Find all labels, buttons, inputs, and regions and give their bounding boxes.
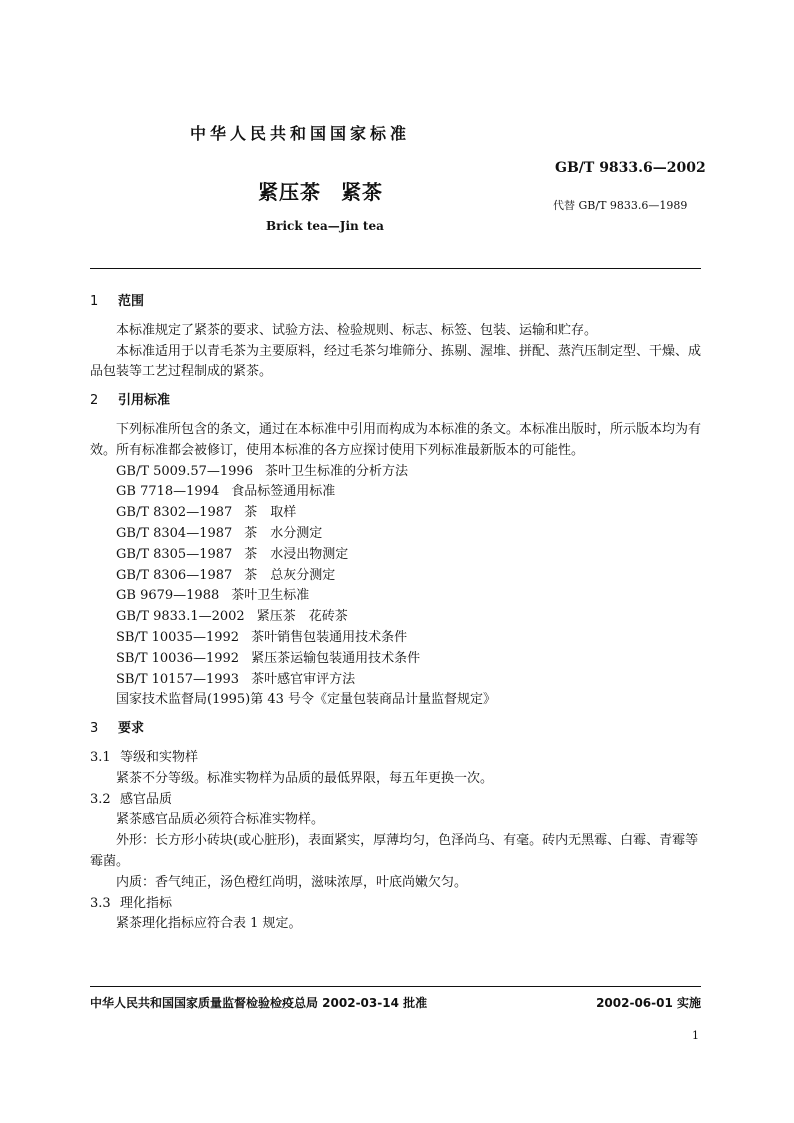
subsection-number: 3.3 [90,895,111,911]
reference-item [90,503,701,524]
reference-code: GB/T 8305—1987 [116,546,233,562]
reference-title: 茶 水浸出物测定 [244,546,349,562]
subsection-3-1-heading [90,748,701,769]
reference-title: 紧压茶 花砖茶 [256,609,348,625]
reference-code: GB/T 5009.57—1996 [116,463,253,479]
paragraph: 紧茶感官品质必须符合标准实物样。 [116,812,325,828]
reference-item [90,482,701,503]
reference-title: 茶 总灰分测定 [244,567,336,583]
reference-code: SB/T 10036—1992 [116,650,240,666]
paragraph: 外形：长方形小砖块(或心脏形)，表面紧实，厚薄均匀，色泽尚乌、有毫。砖内无黑霉、白霉、青霉等霉菌。 [90,833,699,869]
reference-item [90,586,701,607]
reference-code: GB 7718—1994 [116,484,220,500]
section-title: 要求 [118,721,145,737]
chinese-title [258,176,383,205]
reference-code: GB/T 8306—1987 [116,567,233,583]
replaces-note: 代替 GB/T 9833.6—1989 [553,199,688,212]
reference-item: 国家技术监督局(1995)第 43 号令《定量包装商品计量监督规定》 [116,692,497,708]
chinese-title-part1: 紧压茶 [258,180,321,204]
reference-item [90,649,701,670]
subsection-number: 3.1 [90,749,111,765]
reference-item [90,566,701,587]
subsection-title: 理化指标 [120,895,173,911]
reference-code: GB/T 8304—1987 [116,525,233,541]
standard-number-text: GB/T 9833.6—2002 [555,160,706,176]
reference-item [90,462,701,483]
reference-item [90,524,701,545]
paragraph: 本标准规定了紧茶的要求、试验方法、检验规则、标志、标签、包装、运输和贮存。 [116,322,598,338]
section-2-heading [90,391,701,412]
reference-title: 茶叶卫生标准的分析方法 [264,463,408,479]
reference-code: GB/T 9833.1—2002 [116,609,245,625]
paragraph: 紧茶不分等级。标准实物样为品质的最低界限，每五年更换一次。 [116,770,494,786]
document-body [90,292,701,935]
reference-item [90,628,701,649]
reference-item [90,607,701,628]
section-title: 范围 [118,294,145,309]
section-title: 引用标准 [118,393,171,409]
reference-code: SB/T 10035—1992 [116,629,240,645]
implementation-date: 2002-06-01 实施 [596,996,701,1010]
paragraph: 内质：香气纯正，汤色橙红尚明，滋味浓厚，叶底尚嫩欠匀。 [116,874,468,890]
reference-title: 紧压茶运输包装通用技术条件 [251,650,421,666]
section-number: 2 [90,393,99,409]
subsection-3-2-heading [90,790,701,811]
national-standard-header: 中华人民共和国国家标准 [190,124,411,143]
reference-title: 茶叶卫生标准 [231,588,310,604]
reference-item [90,670,701,691]
reference-list [90,462,701,712]
reference-code: SB/T 10157—1993 [116,671,240,687]
page-number: 1 [692,1029,699,1042]
english-title: Brick tea—Jin tea [266,219,384,233]
paragraph: 本标准适用于以青毛茶为主要原料，经过毛茶匀堆筛分、拣剔、渥堆、拼配、蒸汽压制定型、干燥、成品包装等工艺过程制成的紧茶。 [90,343,702,380]
reference-title: 食品标签通用标准 [231,484,336,500]
standard-number [555,160,706,176]
subsection-title: 等级和实物样 [120,749,199,765]
reference-item [90,545,701,566]
reference-title: 茶叶感官审评方法 [251,671,356,687]
reference-code: GB/T 8302—1987 [116,505,233,521]
section-1-heading [90,292,701,313]
section-3-heading [90,719,701,740]
chinese-title-part2: 紧茶 [341,180,383,204]
paragraph: 紧茶理化指标应符合表 1 规定。 [116,916,302,932]
paragraph: 下列标准所包含的条文，通过在本标准中引用而构成为本标准的条文。本标准出版时，所示版本均为有效。所有标准都会被修订，使用本标准的各方应探讨使用下列标准最新版本的可能性。 [90,421,702,458]
approval-line: 中华人民共和国国家质量监督检验检疫总局 2002-03-14 批准 [90,996,428,1010]
reference-title: 茶 水分测定 [244,525,323,541]
subsection-3-3-heading [90,894,701,915]
subsection-number: 3.2 [90,791,111,807]
header-divider [90,268,701,269]
reference-code: GB 9679—1988 [116,588,220,604]
section-number: 1 [90,294,99,309]
reference-title: 茶 取样 [244,505,297,521]
reference-title: 茶叶销售包装通用技术条件 [251,629,408,645]
section-number: 3 [90,721,99,737]
footer-divider [90,986,701,987]
subsection-title: 感官品质 [120,791,173,807]
